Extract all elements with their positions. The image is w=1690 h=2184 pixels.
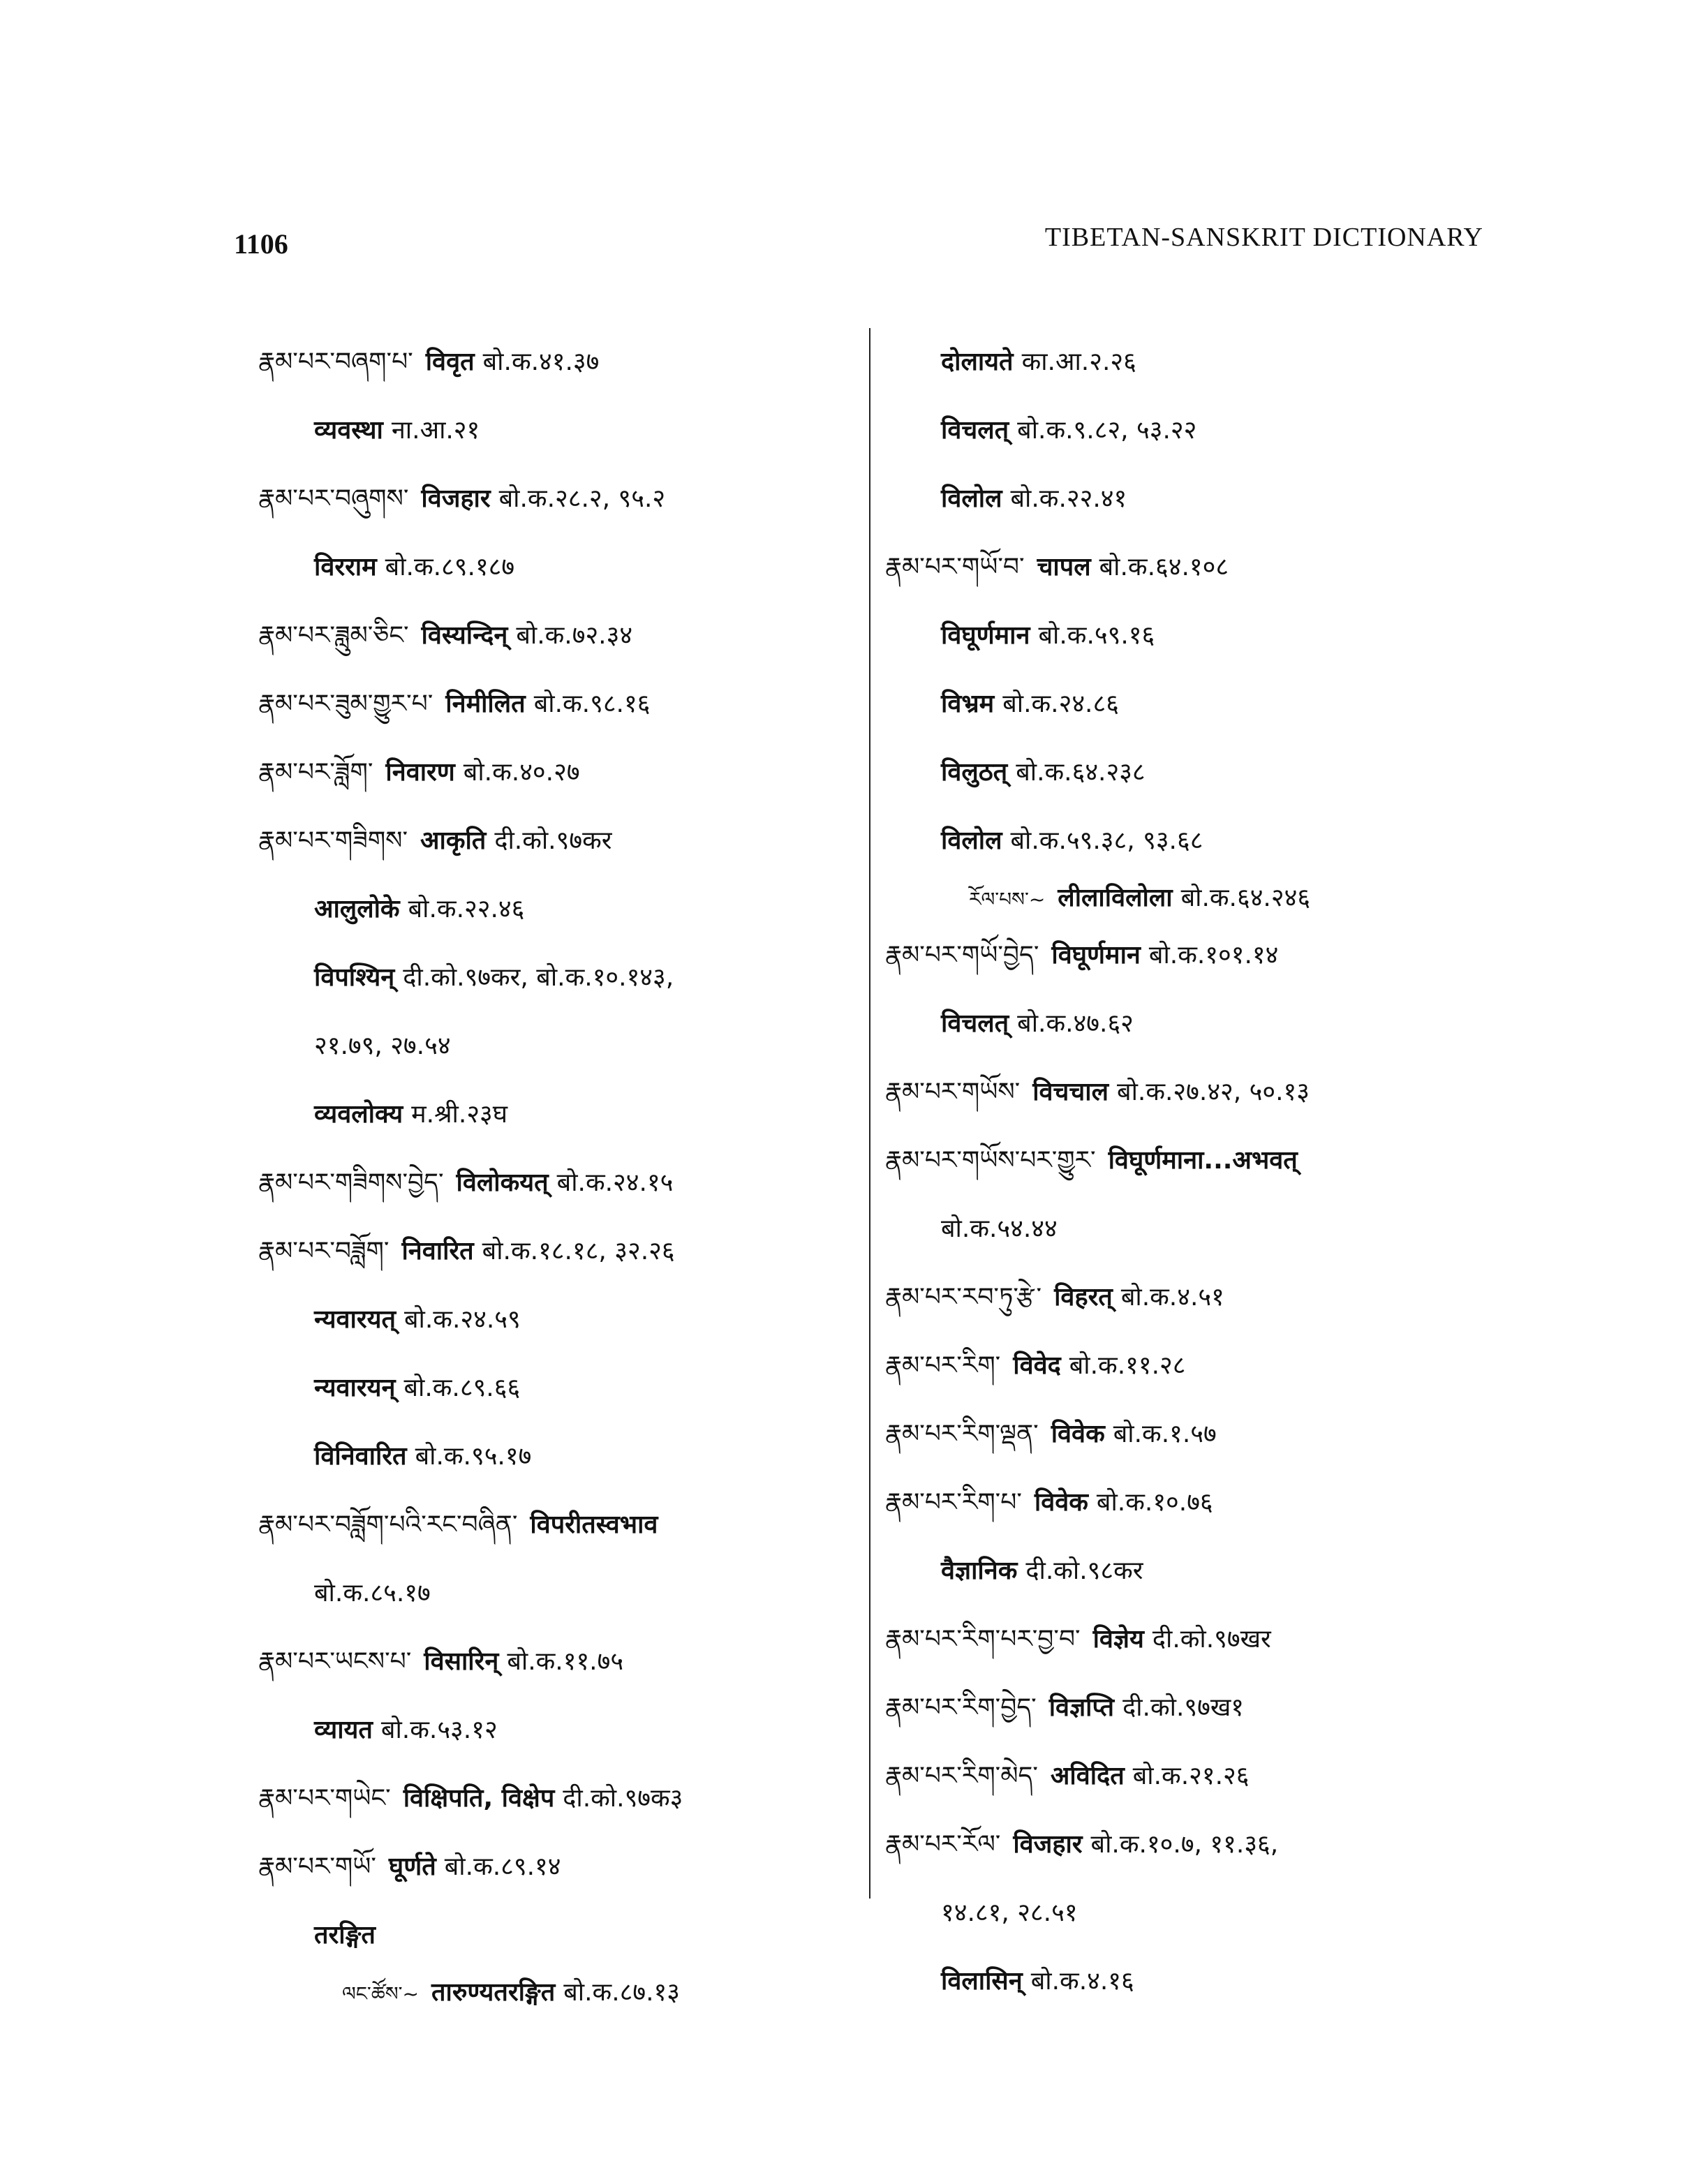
source-reference: बो.क.८९.१८७ (385, 553, 515, 581)
dictionary-subentry (885, 1947, 1499, 2016)
dictionary-subentry (885, 875, 1499, 921)
source-reference: बो.क.४०.२७ (463, 758, 580, 787)
source-reference: बो.क.१०.७६ (1096, 1488, 1213, 1517)
source-reference: बो.क.९५.१७ (415, 1442, 532, 1471)
sanskrit-equivalent: व्यवस्था (314, 416, 383, 445)
dictionary-entry (258, 1833, 859, 1901)
source-reference: बो.क.११.७५ (507, 1647, 624, 1676)
sanskrit-equivalent: विवेद (1013, 1351, 1061, 1380)
tibetan-headword: རྣམ་པར་ཟླུམ་ཅིང་ (258, 621, 409, 650)
source-reference: बो.क.२१.२६ (1132, 1762, 1250, 1790)
source-reference: बो.क.५४.४४ (941, 1214, 1058, 1243)
dictionary-subentry (885, 990, 1499, 1058)
sanskrit-equivalent: न्यवारयन् (314, 1374, 396, 1402)
source-reference: बो.क.१०.७, ११.३६, (1090, 1830, 1279, 1859)
dictionary-subentry (258, 1286, 859, 1354)
source-reference: बो.क.११.२८ (1069, 1351, 1186, 1380)
sanskrit-equivalent: विसारिन् (424, 1647, 499, 1676)
sanskrit-equivalent: विचचाल (1032, 1078, 1109, 1106)
dictionary-entry (885, 1742, 1499, 1811)
source-reference: बो.क.४७.६२ (1017, 1009, 1134, 1038)
tibetan-headword: རྣམ་པར་ཟློག་ (258, 758, 373, 787)
source-reference: बो.क.६४.१०८ (1099, 553, 1229, 581)
sanskrit-equivalent: विलुठत् (941, 758, 1008, 787)
sanskrit-equivalent: विज्ञेय (1092, 1625, 1144, 1654)
sanskrit-equivalent: आलुलोके (314, 895, 400, 923)
tibetan-headword: རྣམ་པར་གཡོ་ (258, 1852, 376, 1881)
source-reference: दी.को.९७ख१ (1122, 1693, 1245, 1722)
dictionary-subentry (885, 738, 1499, 807)
sanskrit-equivalent: विपश्यिन् (314, 963, 395, 992)
source-reference: बो.क.२८.२, ९५.२ (498, 484, 666, 513)
tibetan-headword: རྣམ་པར་གཟིགས་ (258, 826, 408, 855)
sanskrit-equivalent: विघूर्णमान (941, 621, 1030, 650)
tibetan-headword: རྣམ་པར་གཡོ་བ་ (885, 553, 1025, 581)
dictionary-subentry (258, 1012, 859, 1080)
sanskrit-equivalent: विघूर्णमान (1051, 941, 1141, 970)
dictionary-subentry (258, 875, 859, 944)
dictionary-subentry (885, 465, 1499, 533)
source-reference: बो.क.१०१.१४ (1148, 941, 1279, 970)
source-reference: बो.क.६४.२३८ (1016, 758, 1146, 787)
tibetan-headword: རྣམ་པར་གཡེང་ (258, 1784, 391, 1813)
dictionary-entry (885, 921, 1499, 990)
tibetan-headword: རྣམ་པར་བཞག་པ་ (258, 348, 413, 376)
sanskrit-equivalent: न्यवारयत् (314, 1305, 396, 1334)
sanskrit-equivalent: विनिवारित (314, 1442, 407, 1471)
sanskrit-equivalent: विघूर्णमाना...अभवत् (1108, 1146, 1298, 1175)
dictionary-entry (258, 602, 859, 670)
dictionary-entry (885, 1263, 1499, 1332)
tibetan-headword: རྣམ་པར་གཡོས་ (885, 1078, 1021, 1106)
tibetan-headword: རྣམ་པར་བཞུགས་ (258, 484, 409, 513)
running-head: TIBETAN-SANSKRIT DICTIONARY (1044, 223, 1483, 252)
dictionary-entry (258, 807, 859, 875)
sanskrit-equivalent: विलोल (941, 826, 1002, 855)
source-reference: बो.क.२२.४६ (408, 895, 525, 923)
tibetan-headword: རྣམ་པར་རིག་ (885, 1351, 1001, 1380)
tibetan-headword: རོལ་པས་~ (969, 888, 1046, 911)
dictionary-entry (885, 1058, 1499, 1127)
source-reference: दी.को.९७खर (1152, 1625, 1271, 1654)
dictionary-entry (885, 1811, 1499, 1879)
dictionary-subentry (258, 1970, 859, 2016)
sanskrit-equivalent: तरङ्गित (314, 1921, 376, 1949)
dictionary-entry (258, 1491, 859, 1559)
tibetan-headword: རྣམ་པར་ཟུམ་གྱུར་པ་ (258, 690, 433, 718)
dictionary-entry (258, 1217, 859, 1286)
sanskrit-equivalent: विपरीतस्वभाव (530, 1510, 658, 1539)
dictionary-subentry (258, 396, 859, 465)
sanskrit-equivalent: व्यायत (314, 1716, 373, 1744)
sanskrit-equivalent: विभ्रम (941, 690, 995, 718)
left-column (258, 328, 859, 2016)
dictionary-entry (258, 465, 859, 533)
source-reference: बो.क.८५.१७ (314, 1579, 431, 1607)
tibetan-headword: རྣམ་པར་ཡངས་པ་ (258, 1647, 412, 1676)
source-reference: बो.क.५३.१२ (380, 1716, 498, 1744)
sanskrit-equivalent: विवेक (1051, 1420, 1105, 1448)
sanskrit-equivalent: विलोल (941, 484, 1002, 513)
sanskrit-equivalent: विक्षिपति, विक्षेप (403, 1784, 555, 1813)
source-reference: २१.७९, २७.५४ (314, 1032, 451, 1060)
tibetan-headword: རྣམ་པར་རིག་བྱེད་ (885, 1693, 1037, 1722)
source-reference: बो.क.९.८२, ५३.२२ (1017, 416, 1197, 445)
source-reference: बो.क.२४.५९ (403, 1305, 521, 1334)
dictionary-subentry (258, 944, 859, 1012)
sanskrit-equivalent: विलोकयत् (456, 1168, 549, 1197)
sanskrit-equivalent: विजहार (1013, 1830, 1083, 1859)
dictionary-entry (258, 738, 859, 807)
sanskrit-equivalent: अविदित (1050, 1762, 1125, 1790)
tibetan-headword: རྣམ་པར་རོལ་ (885, 1830, 1001, 1859)
source-reference: बो.क.५९.३८, ९३.६८ (1010, 826, 1203, 855)
source-reference: बो.क.९८.१६ (533, 690, 651, 718)
dictionary-subentry (258, 1080, 859, 1149)
sanskrit-equivalent: विचलत् (941, 1009, 1009, 1038)
dictionary-subentry (258, 1559, 859, 1628)
sanskrit-equivalent: विस्यन्दिन् (421, 621, 508, 650)
dictionary-entry (885, 1469, 1499, 1537)
dictionary-subentry (885, 1537, 1499, 1605)
dictionary-subentry (885, 602, 1499, 670)
sanskrit-equivalent: लीलाविलोला (1058, 884, 1173, 912)
source-reference: ना.आ.२१ (391, 416, 480, 445)
sanskrit-equivalent: निमीलित (445, 690, 526, 718)
dictionary-subentry (885, 1195, 1499, 1263)
dictionary-entry (258, 1765, 859, 1833)
source-reference: बो.क.४१.३७ (482, 348, 600, 376)
tibetan-headword: རྣམ་པར་རིག་ལྡན་ (885, 1420, 1039, 1448)
tibetan-headword: རྣམ་པར་བཟློག་པའི་རང་བཞིན་ (258, 1510, 518, 1539)
dictionary-subentry (885, 1879, 1499, 1947)
source-reference: बो.क.७२.३४ (516, 621, 633, 650)
dictionary-entry (885, 533, 1499, 602)
tibetan-headword: རྣམ་པར་རབ་ཏུ་རྩེ་ (885, 1283, 1042, 1312)
tibetan-headword: རྣམ་པར་རིག་མེད་ (885, 1762, 1038, 1790)
page-number: 1106 (234, 228, 288, 260)
sanskrit-equivalent: व्यवलोक्य (314, 1100, 403, 1129)
dictionary-entry (885, 1127, 1499, 1195)
sanskrit-equivalent: विज्ञप्ति (1048, 1693, 1115, 1722)
sanskrit-equivalent: चापल (1037, 553, 1091, 581)
source-reference: बो.क.२७.४२, ५०.१३ (1117, 1078, 1310, 1106)
dictionary-subentry (885, 328, 1499, 396)
sanskrit-equivalent: विवेक (1034, 1488, 1088, 1517)
sanskrit-equivalent: विचलत् (941, 416, 1009, 445)
source-reference: दी.को.९७कर (494, 826, 612, 855)
dictionary-subentry (885, 670, 1499, 738)
source-reference: दी.को.९८कर (1025, 1557, 1143, 1585)
source-reference: दी.को.९७कर, बो.क.१०.१४३, (403, 963, 674, 992)
source-reference: बो.क.२४.८६ (1002, 690, 1119, 718)
source-reference: बो.क.८९.६६ (403, 1374, 521, 1402)
dictionary-subentry (258, 1696, 859, 1765)
tibetan-headword: ལང་ཚོས་~ (342, 1982, 419, 2005)
tibetan-headword: རྣམ་པར་རིག་པ་ (885, 1488, 1022, 1517)
tibetan-headword: རྣམ་པར་བཟློག་ (258, 1237, 390, 1265)
dictionary-subentry (885, 807, 1499, 875)
sanskrit-equivalent: वैज्ञानिक (941, 1557, 1018, 1585)
tibetan-headword: རྣམ་པར་རིག་པར་བྱ་བ་ (885, 1625, 1081, 1654)
source-reference: बो.क.८७.१३ (563, 1978, 680, 2007)
sanskrit-equivalent: विवृत (425, 348, 475, 376)
dictionary-entry (258, 1628, 859, 1696)
sanskrit-equivalent: तारुण्यतरङ्गित (431, 1978, 556, 2007)
sanskrit-equivalent: निवारित (401, 1237, 474, 1265)
source-reference: बो.क.६४.२४६ (1180, 884, 1311, 912)
dictionary-subentry (885, 396, 1499, 465)
right-column (885, 328, 1499, 2016)
dictionary-entry (258, 1149, 859, 1217)
tibetan-headword: རྣམ་པར་གཡོས་པར་གྱུར་ (885, 1146, 1096, 1175)
source-reference: बो.क.४.५१ (1120, 1283, 1224, 1312)
tibetan-headword: རྣམ་པར་གཡོ་བྱེད་ (885, 941, 1039, 970)
sanskrit-equivalent: घूर्णते (388, 1852, 436, 1881)
dictionary-entry (885, 1605, 1499, 1674)
sanskrit-equivalent: विहरत् (1054, 1283, 1113, 1312)
column-divider (869, 328, 870, 1899)
sanskrit-equivalent: दोलायते (941, 348, 1014, 376)
source-reference: १४.८१, २८.५१ (941, 1899, 1078, 1927)
dictionary-entry (258, 328, 859, 396)
source-reference: बो.क.१८.१८, ३२.२६ (482, 1237, 675, 1265)
dictionary-entry (885, 1674, 1499, 1742)
sanskrit-equivalent: निवारण (385, 758, 455, 787)
source-reference: म.श्री.२३घ (411, 1100, 508, 1129)
dictionary-subentry (258, 1901, 859, 1970)
sanskrit-equivalent: विजहार (421, 484, 491, 513)
source-reference: बो.क.२२.४१ (1010, 484, 1127, 513)
source-reference: बो.क.४.१६ (1030, 1967, 1134, 1996)
dictionary-entry (885, 1332, 1499, 1400)
sanskrit-equivalent: विरराम (314, 553, 377, 581)
sanskrit-equivalent: विलासिन् (941, 1967, 1023, 1996)
source-reference: बो.क.२४.१५ (556, 1168, 674, 1197)
source-reference: बो.क.८९.१४ (444, 1852, 561, 1881)
tibetan-headword: རྣམ་པར་གཟིགས་བྱེད་ (258, 1168, 444, 1197)
source-reference: बो.क.१.५७ (1113, 1420, 1217, 1448)
dictionary-subentry (258, 533, 859, 602)
dictionary-entry (258, 670, 859, 738)
dictionary-subentry (258, 1422, 859, 1491)
dictionary-entry (885, 1400, 1499, 1469)
source-reference: का.आ.२.२६ (1021, 348, 1136, 376)
dictionary-subentry (258, 1354, 859, 1422)
sanskrit-equivalent: आकृति (420, 826, 487, 855)
source-reference: बो.क.५९.१६ (1038, 621, 1155, 650)
source-reference: दी.को.९७क३ (563, 1784, 683, 1813)
